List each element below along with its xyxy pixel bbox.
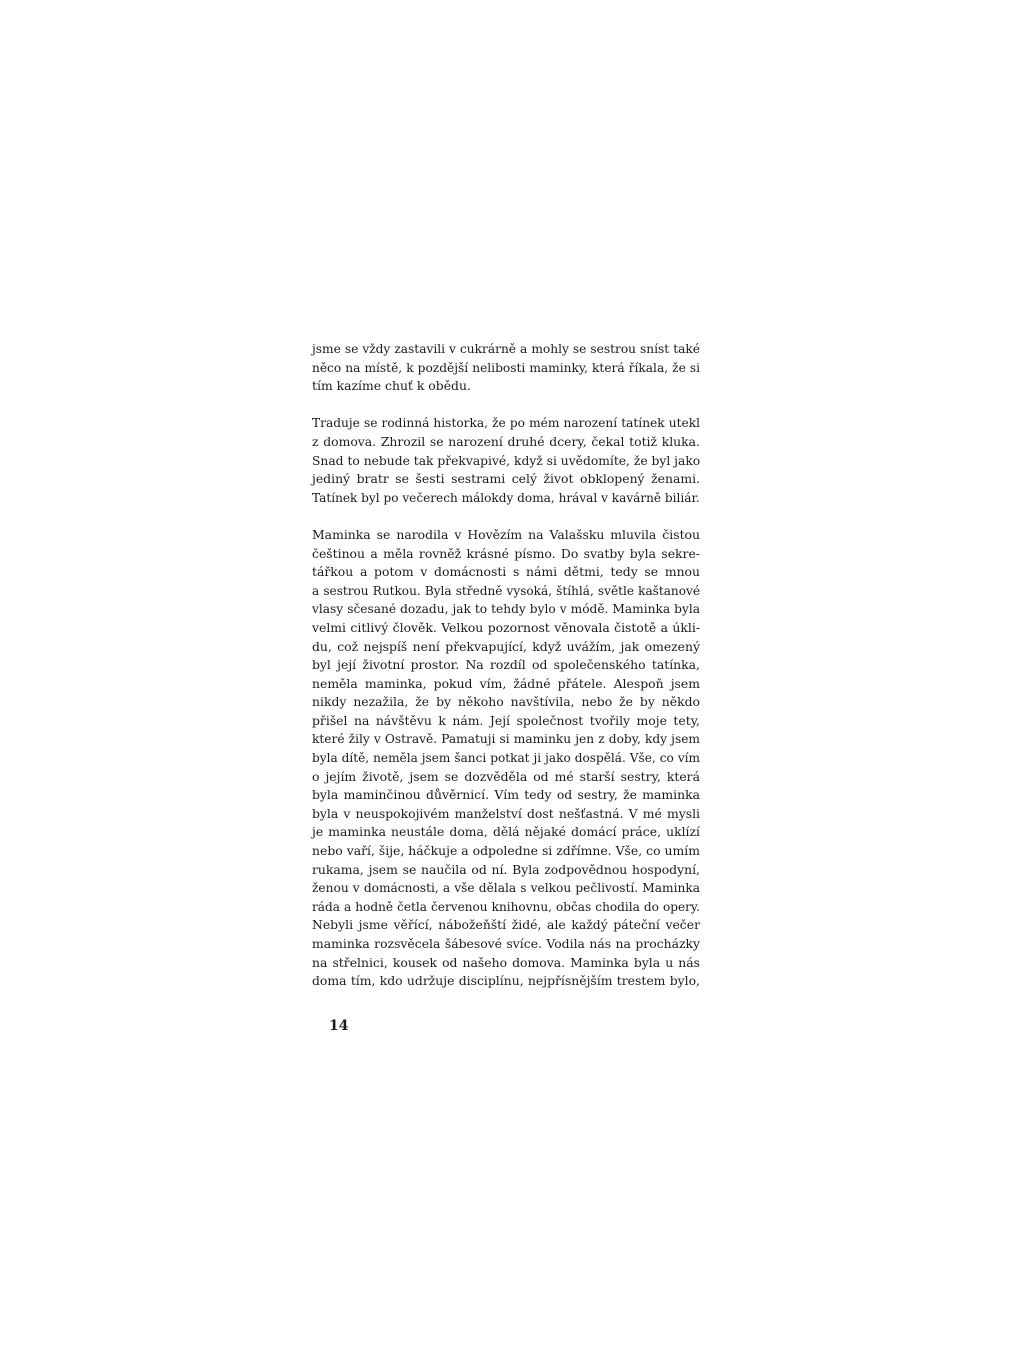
text-line: byl její životní prostor. Na rozdíl od společenského tatínka, — [312, 657, 700, 673]
text-line: z domova. Zhrozil se narození druhé dcery, čekal totiž kluka. — [312, 433, 700, 449]
text-line: nikdy nezažila, že by někoho navštívila, nebo že by někdo — [312, 694, 700, 710]
text-line: Traduje se rodinná historka, že po mém narození tatínek utekl — [312, 416, 700, 431]
text-line: a sestrou Rutkou. Byla středně vysoká, štíhlá, světle kaštanové — [312, 583, 700, 598]
text-line: byla v neuspokojivém manželství dost nešťastná. V mé mysli — [312, 805, 700, 821]
text-line: nebo vaří, šije, háčkuje a odpoledne si zdřímne. Vše, co umím — [312, 843, 700, 859]
text-line: češtinou a měla rovněž krásné písmo. Do svatby byla sekre- — [312, 545, 700, 561]
text-line: doma tím, kdo udržuje disciplínu, nejpřísnějším trestem bylo, — [312, 973, 700, 989]
text-line: jsme se vždy zastavili v cukrárně a mohly se sestrou sníst také — [312, 342, 700, 356]
text-line: Maminka se narodila v Hovězím na Valašsku mluvila čistou — [312, 526, 700, 542]
page-number: 14 — [329, 1018, 349, 1034]
text-line: je maminka neustále doma, dělá nějaké domácí práce, uklízí — [312, 824, 700, 840]
text-line: vlasy sčesané dozadu, jak to tehdy bylo v módě. Maminka byla — [312, 602, 700, 617]
text-line: byla dítě, neměla jsem šanci potkat ji jako dospělá. Vše, co vím — [312, 751, 700, 766]
text-line: byla maminčinou důvěrnicí. Vím tedy od sestry, že maminka — [312, 787, 700, 803]
text-line: ráda a hodně četla červenou knihovnu, občas chodila do opery. — [312, 899, 700, 914]
paragraph-3 — [312, 526, 700, 991]
text-line: přišel na návštěvu k nám. Její společnost tvořily moje tety, — [312, 712, 700, 728]
text-line: o jejím životě, jsem se dozvěděla od mé starší sestry, která — [312, 768, 700, 784]
text-line: tářkou a potom v domácnosti s námi dětmi, tedy se mnou — [312, 564, 700, 580]
text-line: ženou v domácnosti, a vše dělala s velkou pečlivostí. Maminka — [312, 881, 700, 896]
text-line: du, což nejspíš není překvapující, když uvážím, jak omezený — [312, 638, 700, 654]
text-line: na střelnici, kousek od našeho domova. Maminka byla u nás — [312, 954, 700, 970]
text-line: rukama, jsem se naučila od ní. Byla zodpovědnou hospodyní, — [312, 861, 700, 877]
body-text — [312, 340, 700, 991]
text-line: maminka rozsvěcela šábesové svíce. Vodila nás na procházky — [312, 936, 700, 951]
text-line: které žily v Ostravě. Pamatuji si maminku jen z doby, kdy jsem — [312, 732, 700, 747]
text-line: něco na místě, k pozdější nelibosti maminky, která říkala, že si — [312, 360, 700, 375]
text-line: jediný bratr se šesti sestrami celý život obklopený ženami. — [312, 471, 700, 487]
text-line: velmi citlivý člověk. Velkou pozornost věnovala čistotě a úkli- — [312, 619, 700, 635]
text-line: Nebyli jsme věřící, nábožeňští židé, ale každý páteční večer — [312, 917, 700, 933]
paragraph-1 — [312, 340, 700, 396]
text-line: Tatínek byl po večerech málokdy doma, hrával v kavárně biliár. — [312, 490, 700, 505]
text-line: tím kazíme chuť k obědu. — [312, 378, 471, 394]
text-line: neměla maminka, pokud vím, žádné přátele. Alespoň jsem — [312, 675, 700, 691]
text-line: Snad to nebude tak překvapivé, když si uvědomíte, že byl jako — [312, 453, 701, 468]
paragraph-2 — [312, 414, 700, 507]
